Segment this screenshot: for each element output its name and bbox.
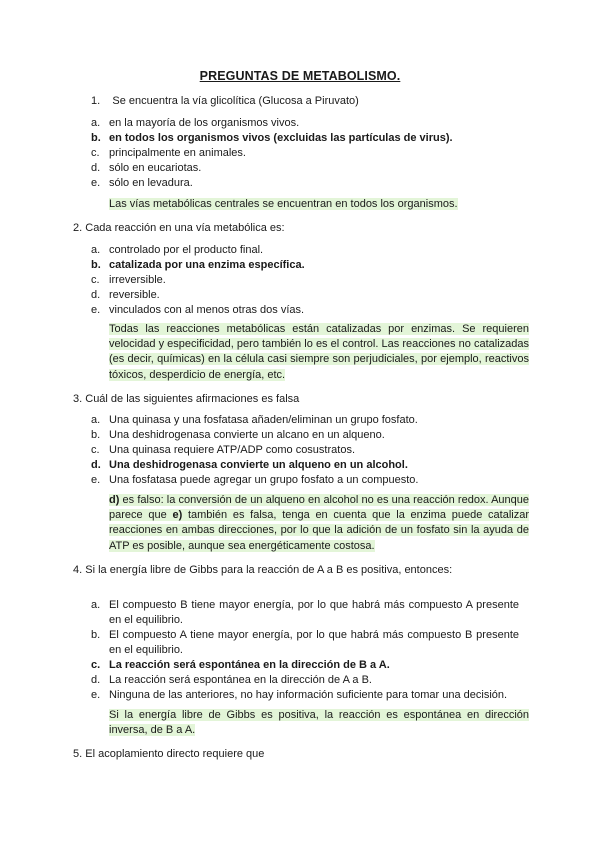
options-q2: [91, 243, 305, 318]
question-number: 1.: [91, 95, 101, 107]
option-d: d. sólo en eucariotas.: [91, 162, 202, 174]
option-e: e. sólo en levadura.: [91, 177, 193, 189]
option-b: b. El compuesto A tiene mayor energía, por lo que habrá más compuesto B presente en el equilibrio.: [91, 629, 519, 656]
option-d: d. La reacción será espontánea en la dirección de A a B.: [91, 674, 372, 686]
page-title: PREGUNTAS DE METABOLISMO.: [199, 69, 401, 83]
option-b-correct: b. en todos los organismos vivos (excluidas las partículas de virus).: [91, 132, 453, 144]
answer-note-q3: d) es falso: la conversión de un alqueno en alcohol no es una reacción redox. Aunque parece que e) también es falsa, tenga en cuenta que la enzima puede catalizar reacciones en ambas direcciones, por lo que la adición de un fosfato sin la ayuda de ATP es posible, aunque sea energéticamente costosa.: [109, 494, 529, 552]
option-c: c. irreversible.: [91, 274, 166, 286]
option-b: b. Una deshidrogenasa convierte un alcano en un alqueno.: [91, 429, 385, 441]
options-q4: [91, 598, 519, 703]
option-b-correct: b. catalizada por una enzima específica.: [91, 259, 305, 271]
answer-note-q2: Todas las reacciones metabólicas están catalizadas por enzimas. Se requieren velocidad y especificidad, pero también lo es el control. Las reacciones no catalizadas (es decir, químicas) en la célula casi siempre son perjudiciales, por ejemplo, reactivos tóxicos, desperdicio de energía, etc.: [109, 323, 529, 381]
option-c: c. principalmente en animales.: [91, 147, 246, 159]
question-text: El acoplamiento directo requiere que: [85, 748, 265, 760]
answer-note-q1: Las vías metabólicas centrales se encuentran en todos los organismos.: [109, 198, 458, 210]
option-a: a. Una quinasa y una fosfatasa añaden/eliminan un grupo fosfato.: [91, 414, 418, 426]
question-4: [73, 563, 452, 578]
option-c: c. Una quinasa requiere ATP/ADP como cosustratos.: [91, 444, 355, 456]
question-text: Si la energía libre de Gibbs para la reacción de A a B es positiva, entonces:: [85, 564, 453, 576]
option-a: a. en la mayoría de los organismos vivos.: [91, 117, 300, 129]
question-number: 5.: [73, 748, 83, 760]
option-a: a. controlado por el producto final.: [91, 244, 264, 256]
option-d-correct: d. Una deshidrogenasa convierte un alqueno en un alcohol.: [91, 459, 408, 471]
option-c-correct: c. La reacción será espontánea en la dirección de B a A.: [91, 659, 390, 671]
question-number: 3.: [73, 393, 83, 405]
question-number: 2.: [73, 222, 83, 234]
option-d: d. reversible.: [91, 289, 160, 301]
option-a: a. El compuesto B tiene mayor energía, por lo que habrá más compuesto A presente en el equilibrio.: [91, 599, 519, 626]
question-text: Cada reacción en una vía metabólica es:: [85, 222, 285, 234]
option-e: e. vinculados con al menos otras dos vías.: [91, 304, 305, 316]
question-1: [91, 94, 359, 109]
option-e: e. Una fosfatasa puede agregar un grupo fosfato a un compuesto.: [91, 474, 419, 486]
question-text: Cuál de las siguientes afirmaciones es falsa: [85, 393, 300, 405]
question-number: 4.: [73, 564, 83, 576]
question-3: [73, 392, 299, 407]
answer-note-q4: Si la energía libre de Gibbs es positiva, la reacción es espontánea en dirección inversa, de B a A.: [109, 709, 529, 737]
question-text: Se encuentra la vía glicolítica (Glucosa a Piruvato): [112, 95, 359, 107]
question-2: [73, 221, 285, 236]
option-e: e. Ninguna de las anteriores, no hay información suficiente para tomar una decisión.: [91, 689, 508, 701]
options-q1: [91, 116, 453, 191]
question-5: [73, 747, 264, 762]
options-q3: [91, 413, 418, 488]
